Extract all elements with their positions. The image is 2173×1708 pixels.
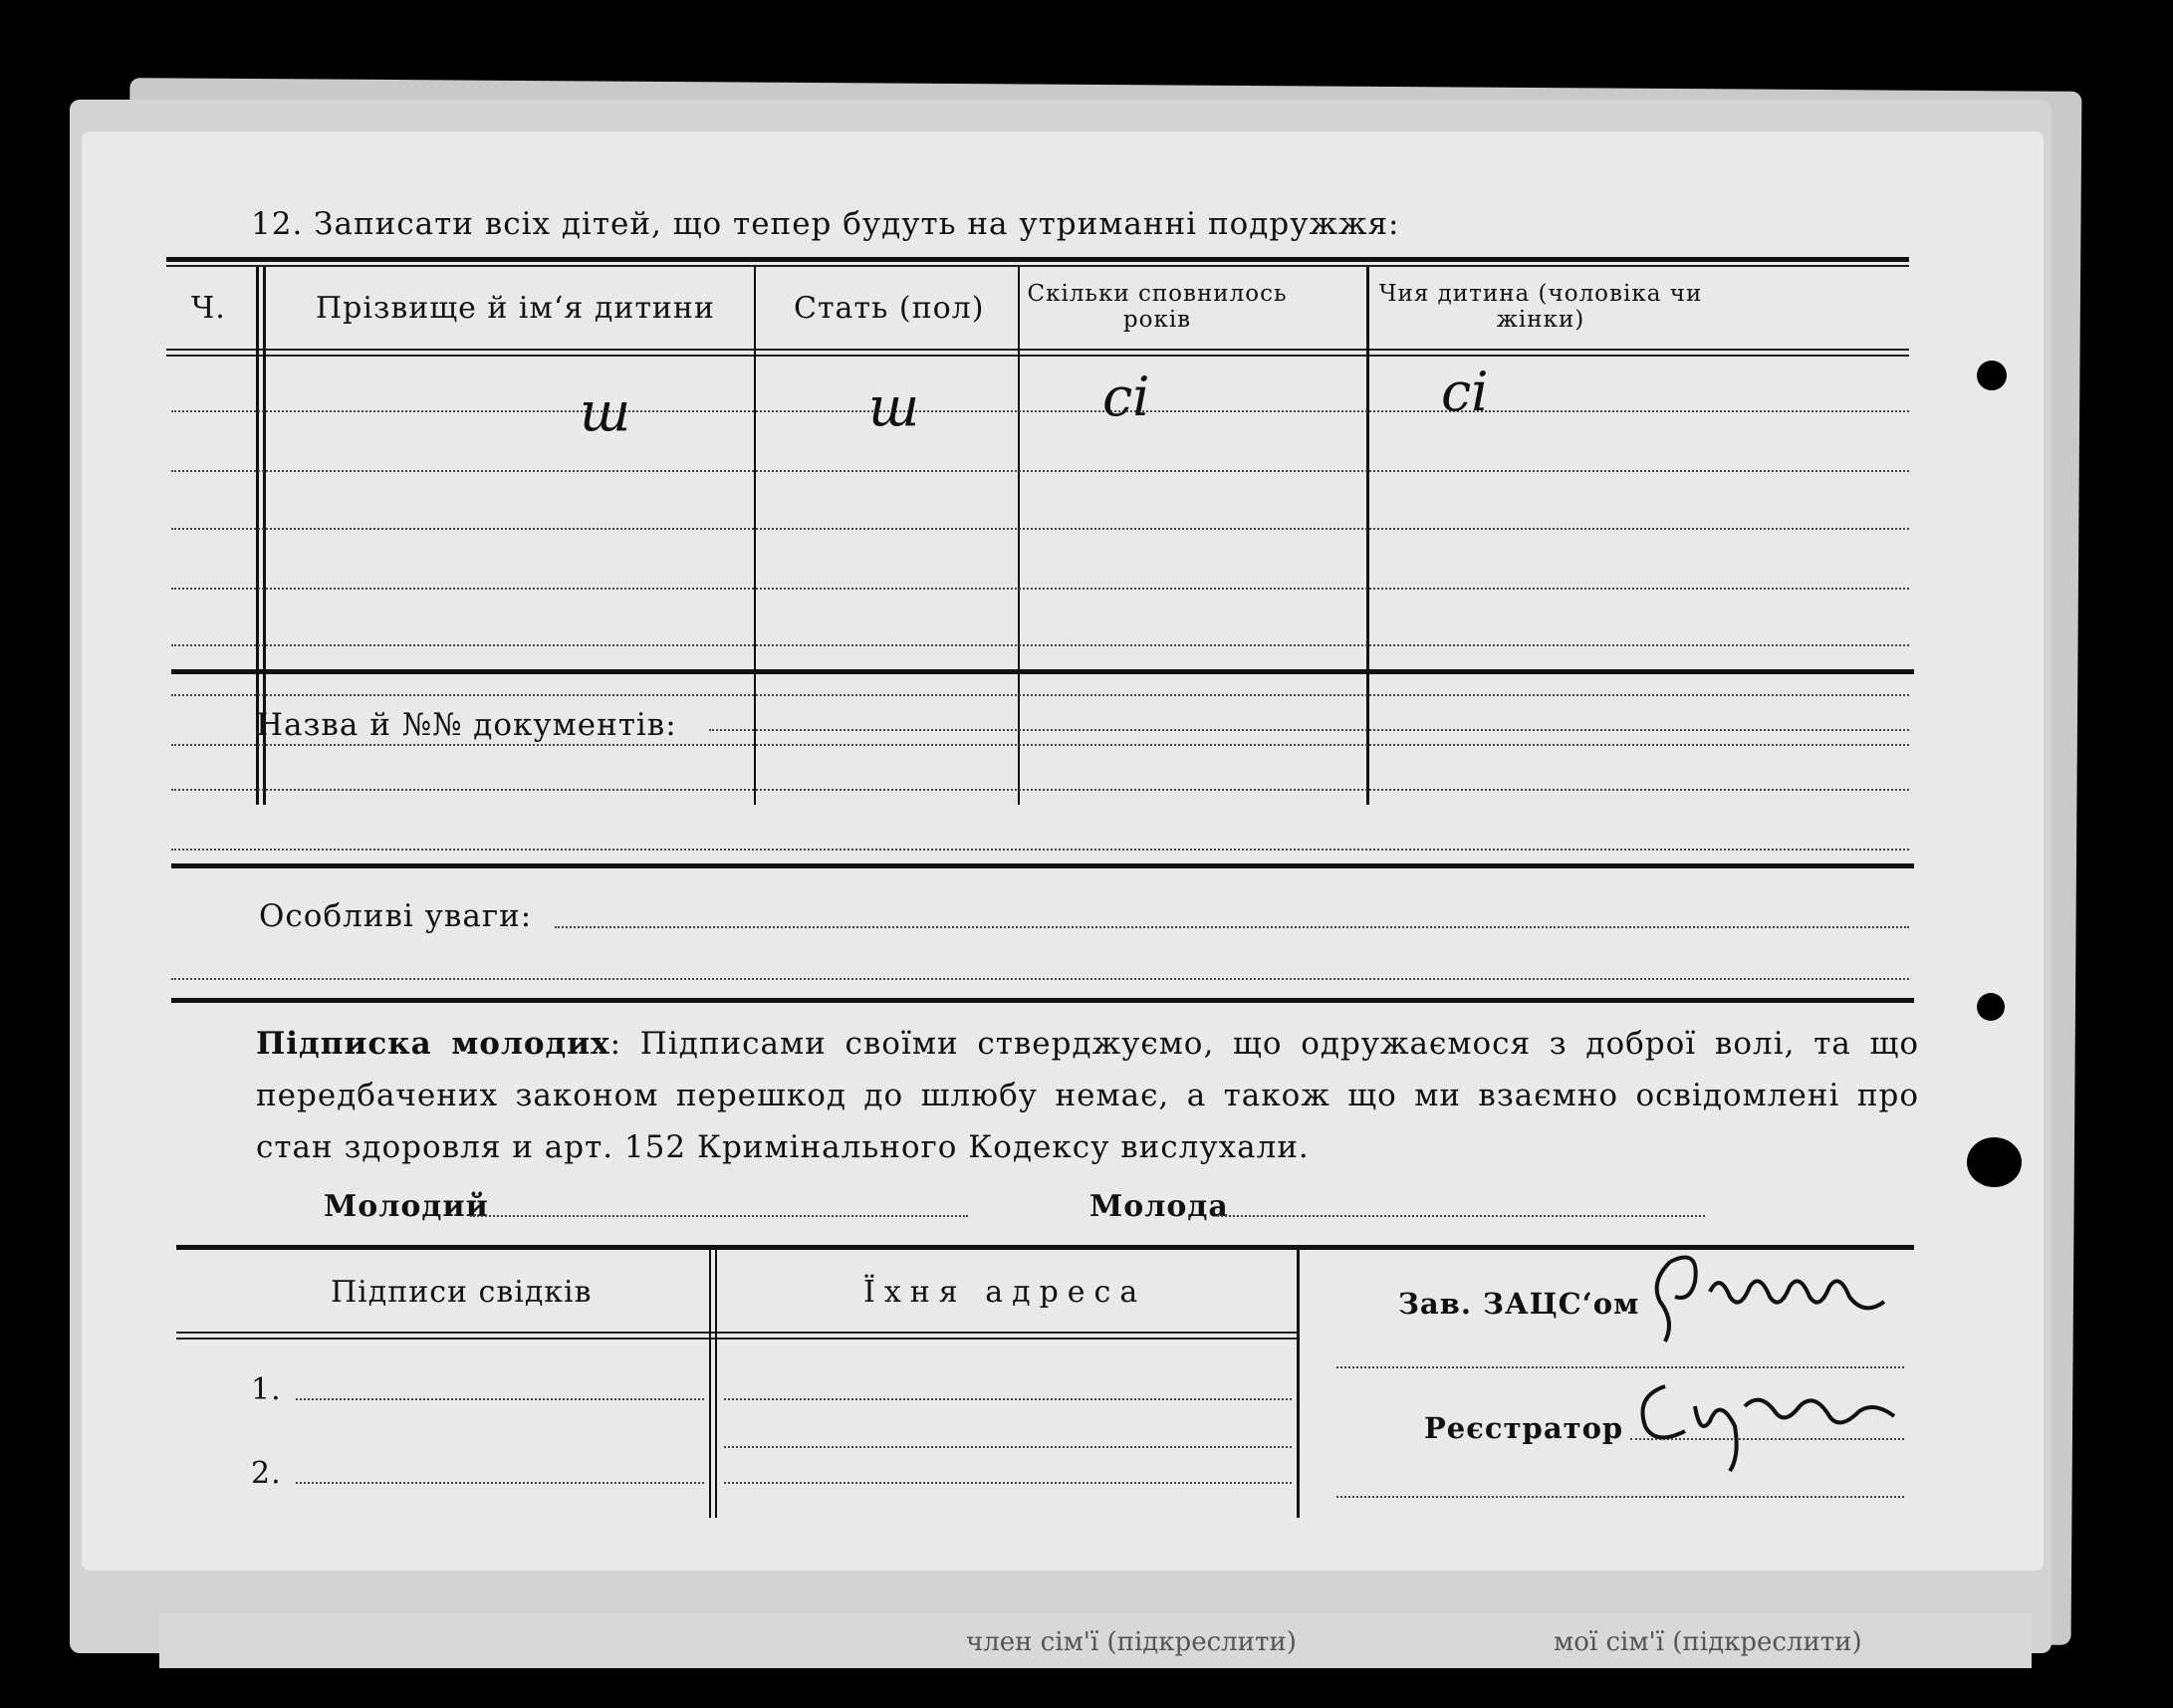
col-header-sex: Стать (пол): [794, 291, 985, 326]
col-header-name: Прізвище й ім‘я дитини: [316, 291, 715, 326]
documents-line-2: [171, 789, 1909, 791]
col-line-3: [1018, 267, 1020, 805]
head-of-registry-label: Зав. ЗАЦС‘ом: [1398, 1287, 1640, 1321]
binder-hole: [1967, 1137, 2022, 1187]
remarks-rule: [171, 998, 1914, 1003]
section-title: 12. Записати всіх дітей, що тепер будуть на утриманні подружжя:: [251, 206, 1400, 242]
col-header-age: Скільки сповнилось років: [1027, 281, 1288, 333]
row-line-4: [171, 588, 1909, 590]
table-top-rule-2: [166, 265, 1909, 267]
row-line-1: [171, 410, 1909, 412]
header-rule-2: [166, 355, 1909, 357]
handwritten-mark-sex: ш: [868, 375, 920, 438]
witness-col-line-1b: [715, 1249, 717, 1518]
remarks-line-1: [555, 926, 1909, 928]
form-page: [82, 131, 2044, 1571]
back-text-2: мої сім'ї (підкреслити): [1554, 1627, 1862, 1657]
row-line-6: [171, 694, 1909, 696]
witness-col-line-2: [1297, 1249, 1300, 1518]
head-signature: [1640, 1242, 1899, 1351]
witness-2-sign-line: [296, 1482, 704, 1484]
binder-hole: [1977, 993, 2005, 1021]
witness-col-line-1: [709, 1249, 711, 1518]
handwritten-mark-whose: сі: [1441, 361, 1489, 423]
declaration-heading: Підписка молодих: [256, 1026, 610, 1062]
col-header-number: Ч.: [191, 291, 226, 326]
table-top-rule: [166, 257, 1909, 262]
col-header-whose: Чия дитина (чоловіка чи жінки): [1378, 281, 1703, 333]
documents-line-1: [709, 729, 1909, 731]
table-bottom-rule: [171, 669, 1914, 674]
registrar-signature: [1625, 1366, 1904, 1476]
declaration-paragraph: [256, 1018, 1919, 1173]
col-line-4: [1366, 267, 1369, 805]
witness-2-address-line: [724, 1482, 1292, 1484]
documents-rule: [171, 863, 1914, 868]
header-rule: [166, 349, 1909, 351]
bride-line: [1217, 1215, 1705, 1217]
witness-row-1: 1.: [251, 1372, 282, 1407]
witness-1-address-line: [724, 1398, 1292, 1400]
back-text-1: член сім'ї (підкреслити): [966, 1627, 1297, 1657]
handwritten-mark-age: сі: [1102, 366, 1150, 428]
documents-label: Назва й №№ документів:: [256, 707, 677, 743]
row-line-7: [171, 744, 1909, 746]
witness-header-rule-2: [176, 1338, 1297, 1340]
bride-label: Молода: [1089, 1189, 1229, 1224]
row-line-3: [171, 528, 1909, 530]
registrar-label: Реєстратор: [1424, 1411, 1624, 1445]
binder-hole: [1977, 361, 2007, 390]
witness-address-extra-line: [724, 1446, 1292, 1448]
witness-col-address: Їхня адреса: [863, 1275, 1147, 1310]
declaration-text: : Підписами своїми стверджуємо, що одружаємося з доброї волі, та що передбачених законом перешкод до шлюбу немає, а також що ми взаємно освідомлені про стан здоровля и арт. 152 Кримінального Кодексу вислухали.: [256, 1026, 1919, 1165]
back-sheet-strip: [159, 1613, 2032, 1668]
col-line-2: [754, 267, 756, 805]
witness-row-2: 2.: [251, 1456, 282, 1491]
remarks-label: Особливі уваги:: [259, 898, 533, 934]
witness-header-rule: [176, 1332, 1297, 1334]
row-line-5: [171, 644, 1909, 646]
handwritten-mark-name: ш: [580, 380, 631, 443]
groom-line: [470, 1215, 968, 1217]
witness-1-sign-line: [296, 1398, 704, 1400]
groom-label: Молодий: [324, 1189, 489, 1224]
remarks-line-2: [171, 978, 1909, 980]
registrar-extra-line: [1336, 1496, 1904, 1498]
witness-col-signatures: Підписи свідків: [331, 1275, 593, 1310]
documents-line-3: [171, 849, 1909, 851]
row-line-2: [171, 470, 1909, 472]
